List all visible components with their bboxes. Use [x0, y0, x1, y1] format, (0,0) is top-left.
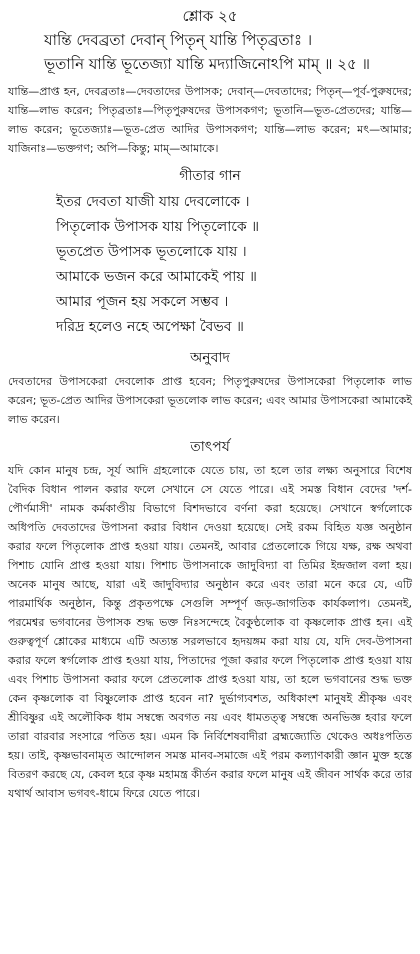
- song-line: ইতর দেবতা যাজী যায় দেবলোকে ।: [56, 194, 250, 210]
- song-line: আমার পূজন হয় সকলে সম্ভব ।: [56, 294, 229, 310]
- verse-line: ভূতানি যান্তি ভূতেজ্যা যান্তি মদ্যাজিনোঽপি মাম্ ॥ ২৫ ॥: [44, 55, 371, 73]
- song-heading: গীতার গান: [179, 168, 241, 184]
- verse-heading: শ্লোক ২৫: [182, 7, 238, 25]
- song-line: আমাকে ভজন করে আমাকেই পায় ॥: [56, 269, 257, 285]
- synonyms-paragraph: যান্তি—প্রাপ্ত হন, দেবব্রতাঃ—দেবতাদের উপাসক; দেবান্—দেবতাদের; পিতৃন্—পূর্ব-পুরুষদের; যান্তি—লাভ করেন; পিতৃব্রতাঃ—পিতৃপুরুষদের উপাসকগণ; ভূতানি—ভূত-প্রেতদের; যান্তি—লাভ করেন; ভূতেজ্যাঃ—ভূত-প্রেত আদির উপাসকগণ; যান্তি—লাভ করেন; মৎ—আমার; যাজিনাঃ—ভক্তগণ; অপি—কিন্তু; মাম্—আমাকে।: [8, 85, 412, 155]
- translation-heading: অনুবাদ: [190, 350, 230, 366]
- sanskrit-verse: [8, 28, 412, 76]
- verse-line: যান্তি দেবব্রতা দেবান্ পিতৃন্ যান্তি পিতৃব্রতাঃ ।: [44, 31, 313, 49]
- purport-heading: তাৎপর্য: [190, 439, 230, 455]
- song-line: ভূতপ্রেত উপাসক ভূতলোকে যায় ।: [56, 244, 247, 260]
- translation-paragraph: দেবতাদের উপাসকেরা দেবলোক প্রাপ্ত হবেন; পিতৃপুরুষদের উপাসকেরা পিতৃলোক লাভ করেন; ভূত-প্রেত আদির উপাসকেরা ভূতলোক লাভ করেন; এবং আমার উপাসকেরা আমাকেই লাভ করেন।: [8, 375, 412, 426]
- song-verses: [8, 190, 412, 340]
- song-line: পিতৃলোক উপাসক যায় পিতৃলোকে ॥: [56, 219, 260, 235]
- purport-paragraph: যদি কোন মানুষ চন্দ্র, সূর্য আদি গ্রহলোকে যেতে চায়, তা হলে তার লক্ষ্য অনুসারে বিশেষ বৈদিক বিধান পালন করার ফলে সেখানে সে যেতে পারে। এই সমস্ত বিধান বেদের 'দর্শ-পৌর্ণমাসী' নামক কর্মকাণ্ডীয় বিভাগে বিশদভাবে বর্ণনা করা হয়েছে। সেখানে স্বর্গলোকে অধিপতি দেবতাদের উপাসনা করার বিধান দেওয়া হয়েছে। সেই রকম বিহিত যজ্ঞ অনুষ্ঠান করার ফলে পিতৃলোক প্রাপ্ত হওয়া যায়। তেমনই, আবার প্রেতলোকে গিয়ে যক্ষ, রক্ষ অথবা পিশাচ যোনি প্রাপ্ত হওয়া যায়। পিশাচ উপাসনাকে জাদুবিদ্যা বা তিমির ইন্দ্রজাল বলা হয়। অনেক মানুষ আছে, যারা এই জাদুবিদ্যার অনুষ্ঠান করে এবং তারা মনে করে যে, এটি পারমার্থিক অনুষ্ঠান, কিন্তু প্রকৃতপক্ষে সেগুলি সম্পূর্ণ জড়-জাগতিক কার্যকলাপ। তেমনই, পরমেশ্বর ভগবানের উপাসক শুদ্ধ ভক্ত নিঃসন্দেহে বৈকুণ্ঠলোক বা কৃষ্ণলোক প্রাপ্ত হন। এই গুরুত্বপূর্ণ শ্লোকের মাধ্যমে এটি অত্যন্ত সরলভাবে হৃদয়ঙ্গম করা যায় যে, যদি দেব-উপাসনা করার ফলে স্বর্গলোক প্রাপ্ত হওয়া যায়, পিতাদের পূজা করার ফলে পিতৃলোক প্রাপ্ত হওয়া যায় এবং পিশাচ উপাসনা করার ফলে প্রেতলোক প্রাপ্ত হওয়া যায়, তা হলে ভগবানের শুদ্ধ ভক্ত কেন কৃষ্ণলোক বা বিষ্ণুলোক প্রাপ্ত হবেন না? দুর্ভাগ্যবশত, অধিকাংশ মানুষই শ্রীকৃষ্ণ এবং শ্রীবিষ্ণুর এই অলৌকিক ধাম সম্বন্ধে অবগত নয় এবং ধামতত্ত্ব সম্বন্ধে অনভিজ্ঞ হবার ফলে তারা বারবার সংসারে পতিত হয়। এমন কি নির্বিশেষবাদীরা ব্রহ্মজ্যোতি থেকেও অধঃপতিত হয়। তাই, কৃষ্ণভাবনামৃত আন্দোলন সমস্ত মানব-সমাজে এই পরম কল্যাণকারী জ্ঞান মুক্ত হস্তে বিতরণ করছে যে, কেবল হরে কৃষ্ণ মহামন্ত্র কীর্তন করার ফলে মানুষ এই জীবন সার্থক করে তার যথার্থ আবাস ভগবৎ-ধামে ফিরে যেতে পারে।: [8, 464, 412, 800]
- song-line: দরিদ্র হলেও নহে অপেক্ষা বৈভব ॥: [56, 319, 244, 335]
